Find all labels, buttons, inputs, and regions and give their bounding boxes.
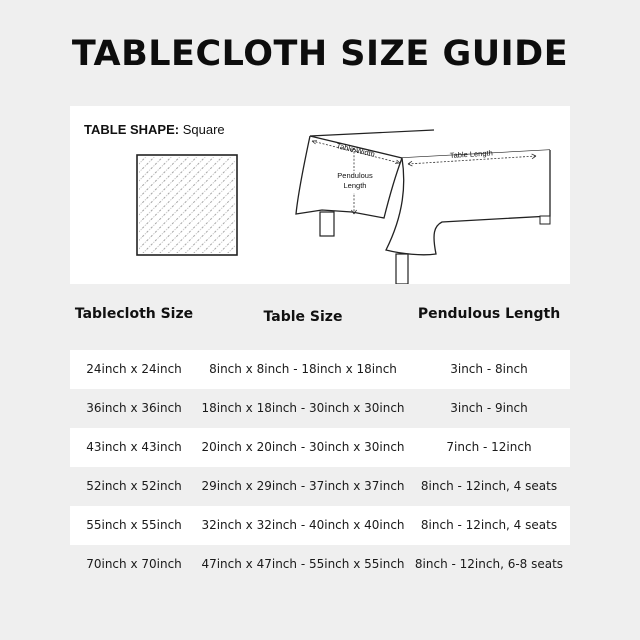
table-shape-label [84, 122, 225, 137]
table-length-label: Table Length [449, 148, 493, 160]
tablecloth-size-cell: 36inch x 36inch [86, 401, 182, 415]
tablecloth-size-cell: 52inch x 52inch [86, 479, 182, 493]
header-table-size: Table Size [263, 309, 343, 325]
table-row [70, 545, 570, 584]
table-size-cell: 20inch x 20inch - 30inch x 30inch [201, 440, 405, 454]
size-table-header [70, 300, 570, 334]
table-row [70, 389, 570, 428]
tablecloth-size-cell: 24inch x 24inch [86, 362, 182, 376]
table-size-cell: 8inch x 8inch - 18inch x 18inch [209, 362, 397, 376]
header-pendulous-length: Pendulous Length [417, 306, 561, 322]
table-size-cell: 29inch x 29inch - 37inch x 37inch [201, 479, 405, 493]
pendulous-length-cell: 8inch - 12inch, 4 seats [420, 479, 558, 493]
size-table [70, 350, 570, 584]
pendulous-length-cell: 3inch - 8inch [450, 362, 528, 376]
table-size-cell: 32inch x 32inch - 40inch x 40inch [201, 518, 405, 532]
table-row [70, 350, 570, 389]
table-row [70, 506, 570, 545]
table-size-cell: 18inch x 18inch - 30inch x 30inch [201, 401, 405, 415]
table-shape-value: Square [182, 122, 225, 137]
pendulous-length-cell: 8inch - 12inch, 6-8 seats [414, 557, 564, 571]
tablecloth-size-cell: 43inch x 43inch [86, 440, 182, 454]
pendulous-label-line1: Pendulous [337, 171, 373, 180]
pendulous-length-cell: 7inch - 12inch [446, 440, 532, 454]
tablecloth-size-cell: 55inch x 55inch [86, 518, 182, 532]
table-row [70, 428, 570, 467]
table-shape-panel [70, 106, 570, 284]
square-fabric-swatch [136, 154, 238, 256]
header-tablecloth-size: Tablecloth Size [74, 306, 194, 322]
table-width-label: Table Width [335, 141, 376, 159]
pendulous-label-line2: Length [343, 181, 367, 190]
tablecloth-size-cell: 70inch x 70inch [86, 557, 182, 571]
table-size-cell: 47inch x 47inch - 55inch x 55inch [201, 557, 405, 571]
tablecloth-diagram [292, 114, 562, 284]
table-row [70, 467, 570, 506]
table-shape-key: TABLE SHAPE: [84, 122, 180, 137]
page-title: TABLECLOTH SIZE GUIDE [71, 34, 569, 74]
pendulous-length-cell: 3inch - 9inch [450, 401, 528, 415]
pendulous-length-cell: 8inch - 12inch, 4 seats [420, 518, 558, 532]
